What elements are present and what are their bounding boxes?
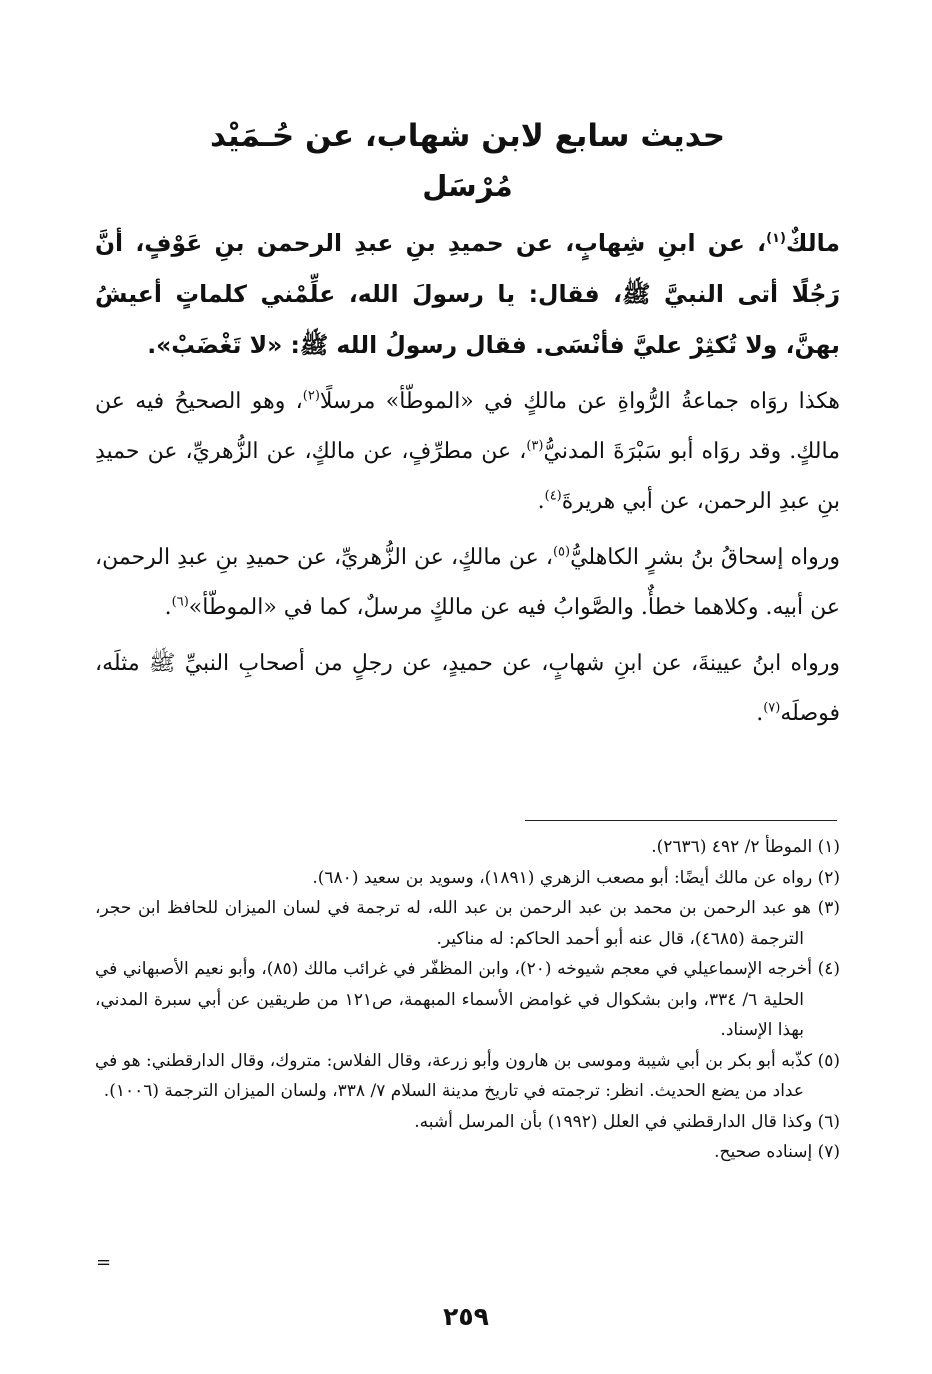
page-number: ٢٥٩ [443, 1302, 489, 1331]
para3-text-a: ورواه ابنُ عيينةَ، عن ابنِ شهابٍ، عن حميدٍ، عن رجلٍ من أصحابِ النبيِّ ﷺ مثلَه، فوصلَه [95, 651, 840, 726]
footnotes [95, 832, 840, 1168]
footnote-ref-3[interactable]: (٣) [526, 438, 544, 454]
commentary-paragraph-3 [95, 639, 840, 739]
footnote-2: (٢) رواه عن مالك أيضًا: أبو مصعب الزهري (١٨٩١)، وسويد بن سعيد (٦٨٠). [312, 867, 840, 888]
footnote-5: (٥) كذّبه أبو بكر بن أبي شيبة وموسى بن هارون وأبو زرعة، وقال الفلاس: متروك، وقال الدارقطني: هو في عداد من يضع الحديث. انظر: ترجمته في تاريخ مدينة السلام ٧/ ٣٣٨، ولسان الميزان الترجمة (١٠٠٦). [95, 1050, 840, 1101]
footnote-7: (٧) إسناده صحيح. [714, 1142, 840, 1162]
para3-text-b: . [756, 701, 764, 726]
footnote-3: (٣) هو عبد الرحمن بن محمد بن عبد الرحمن بن عبد الله، له ترجمة في لسان الميزان للحافظ ابن حجر، الترجمة (٤٦٨٥)، قال عنه أبو أحمد الحاكم: له مناكير. [95, 898, 840, 949]
footnote-ref-5[interactable]: (٥) [552, 544, 571, 560]
para1-text-c: ، عن مطرِّفٍ، عن مالكٍ، عن الزُّهريِّ، عن حميدِ بنِ عبدِ الرحمن، عن أبي هريرةَ [95, 439, 840, 514]
continuation-mark: = [96, 1252, 112, 1273]
footnote-ref-6[interactable]: (٦) [171, 594, 189, 610]
commentary-paragraph-1 [95, 377, 840, 527]
page-body [95, 110, 840, 745]
footnote-ref-4[interactable]: (٤) [544, 488, 562, 504]
footnote-1: (١) الموطأ ٢/ ٤٩٢ (٢٦٣٦). [651, 837, 840, 857]
footnote-4: (٤) أخرجه الإسماعيلي في معجم شيوخه (٢٠)، وابن المظفّر في غرائب مالك (٨٥)، وأبو نعيم الأصبهاني في الحلية ٦/ ٣٣٤، وابن بشكوال في غوامض الأسماء المبهمة، ص١٢١ من طريقين عن أبي سبرة المدني، بهذا الإسناد. [95, 959, 840, 1040]
footnote-6: (٦) وكذا قال الدارقطني في العلل (١٩٩٢) بأن المرسل أشبه. [414, 1111, 840, 1132]
commentary-paragraph-2 [95, 533, 840, 633]
hadith-title: حديث سابع لابن شهاب، عن حُـمَيْد [209, 118, 726, 154]
matn-text-start: مالكٌ [785, 229, 840, 257]
matn-text-rest: ، عن ابنِ شِهابٍ، عن حميدِ بنِ عبدِ الرحمن بنِ عَوْفٍ، أنَّ رَجُلًا أتى النبيَّ ﷺ، فقال: يا رسولَ الله، علِّمْني كلماتٍ أعيشُ بهنَّ، ولا تُكثِرْ عليَّ فأنْسَى. فقال رسولُ الله ﷺ: «لا تَغْضَبْ». [95, 229, 840, 359]
para1-text-b: ، وهو الصحيحُ فيه عن مالكٍ. وقد روَاه أبو سَبْرَةَ المدنيُّ [95, 389, 840, 464]
footnote-ref-7[interactable]: (٧) [763, 700, 781, 716]
footnote-ref-1[interactable]: (١) [766, 231, 786, 247]
para2-text-b: ، عن مالكٍ، عن الزُّهريِّ، عن حميدِ بنِ عبدِ الرحمن، عن أبيه. وكلاهما خطأٌ. والصَّوابُ فيه عن مالكٍ مرسلٌ، كما في «الموطّأ» [95, 545, 840, 620]
hadith-subtitle: مُرْسَل [422, 169, 513, 203]
para2-text-c: . [164, 595, 172, 620]
para2-text-a: ورواه إسحاقُ بنُ بشرٍ الكاهليُّ [570, 545, 840, 570]
footnote-separator [525, 820, 837, 821]
hadith-matn [95, 218, 840, 371]
para1-text-d: . [537, 489, 545, 514]
para1-text-a: هكذا روَاه جماعةُ الرُّواةِ عن مالكٍ في «الموطّأ» مرسلًا [319, 389, 840, 414]
footnote-ref-2[interactable]: (٢) [302, 388, 320, 404]
